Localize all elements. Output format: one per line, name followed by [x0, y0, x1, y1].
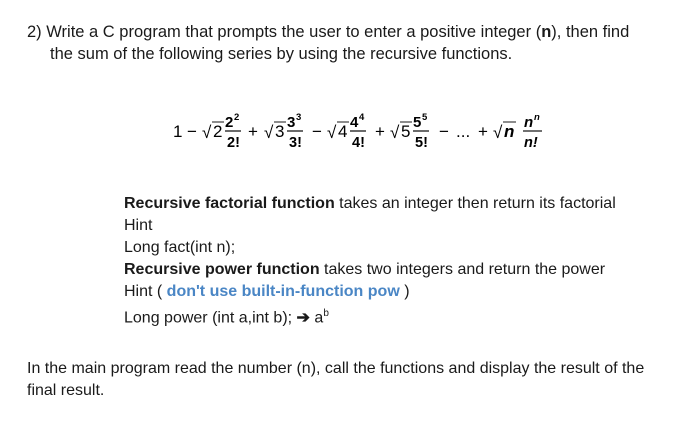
term-exponent: 3: [296, 112, 302, 123]
question-text-start: Write a C program that prompts the user to enter a positive integer (: [46, 23, 542, 41]
hint-label: Hint: [124, 217, 153, 234]
radicand: n: [504, 122, 515, 141]
final-instruction-line-1: In the main program read the number (n), call the functions and display the result of the: [27, 360, 645, 377]
factorial-text: takes an integer then return its factorial: [334, 195, 616, 212]
formula-one: 1: [173, 122, 183, 141]
question-line-2: the sum of the following series by using the recursive functions.: [50, 45, 513, 63]
radicand: 5: [401, 122, 411, 141]
term-base: 2: [225, 114, 234, 131]
radical-sign: √: [390, 123, 400, 142]
term-base: 4: [350, 114, 359, 131]
radicand: 2: [213, 122, 223, 141]
right-arrow-icon: ➔: [296, 309, 310, 327]
formula-op-3: −: [312, 122, 322, 141]
power-title: Recursive power function: [124, 261, 320, 278]
power-signature: [124, 303, 616, 329]
term-base: 5: [413, 114, 422, 131]
factorial-description: [124, 193, 616, 215]
factorial-signature: Long fact(int n);: [124, 239, 236, 256]
radical-sign: √: [202, 123, 212, 142]
radical-sign: √: [264, 123, 274, 142]
term-denominator: 4!: [352, 135, 365, 151]
radical-sign: √: [493, 123, 503, 142]
formula-term-n: [493, 112, 542, 151]
power-description: [124, 259, 616, 281]
result-exponent: b: [323, 308, 329, 319]
formula-op-2: +: [248, 122, 258, 141]
series-formula: [173, 100, 573, 160]
term-exponent: n: [534, 112, 540, 123]
power-signature-text: Long power (int a,int b);: [124, 309, 297, 327]
variable-n: n: [541, 23, 552, 41]
hint-pow-prefix: Hint (: [124, 283, 167, 300]
formula-term-4: [327, 112, 366, 151]
radicand: 4: [338, 122, 348, 141]
question-number: 2): [27, 23, 42, 41]
term-exponent: 2: [234, 112, 240, 123]
power-text: takes two integers and return the power: [319, 261, 606, 278]
term-denominator: 5!: [415, 135, 428, 151]
final-instruction-line-2: final result.: [27, 382, 105, 399]
factorial-title: Recursive factorial function: [124, 195, 335, 212]
formula-ellipsis: ...: [456, 122, 471, 141]
term-base: n: [524, 114, 534, 131]
term-base: 3: [287, 114, 296, 131]
radical-sign: √: [327, 123, 337, 142]
formula-op-6: +: [478, 122, 488, 141]
term-denominator: n!: [524, 135, 538, 151]
formula-op-1: −: [187, 122, 197, 141]
hint-pow-suffix: ): [399, 283, 410, 300]
formula-term-3: [264, 112, 303, 151]
formula-op-4: +: [375, 122, 385, 141]
term-denominator: 2!: [227, 135, 240, 151]
formula-term-2: [202, 112, 241, 151]
question-text-end: ), then find: [551, 23, 630, 41]
hints-block: [124, 193, 616, 329]
hint-pow-note: don't use built-in-function pow: [166, 283, 400, 300]
formula-term-5: [390, 112, 429, 151]
formula-op-5: −: [439, 122, 449, 141]
term-exponent: 5: [422, 112, 428, 123]
term-exponent: 4: [359, 112, 365, 123]
result-base: a: [314, 309, 324, 327]
radicand: 3: [275, 122, 285, 141]
hint-pow: [124, 281, 616, 303]
question-line-1: [27, 21, 629, 43]
term-denominator: 3!: [289, 135, 302, 151]
